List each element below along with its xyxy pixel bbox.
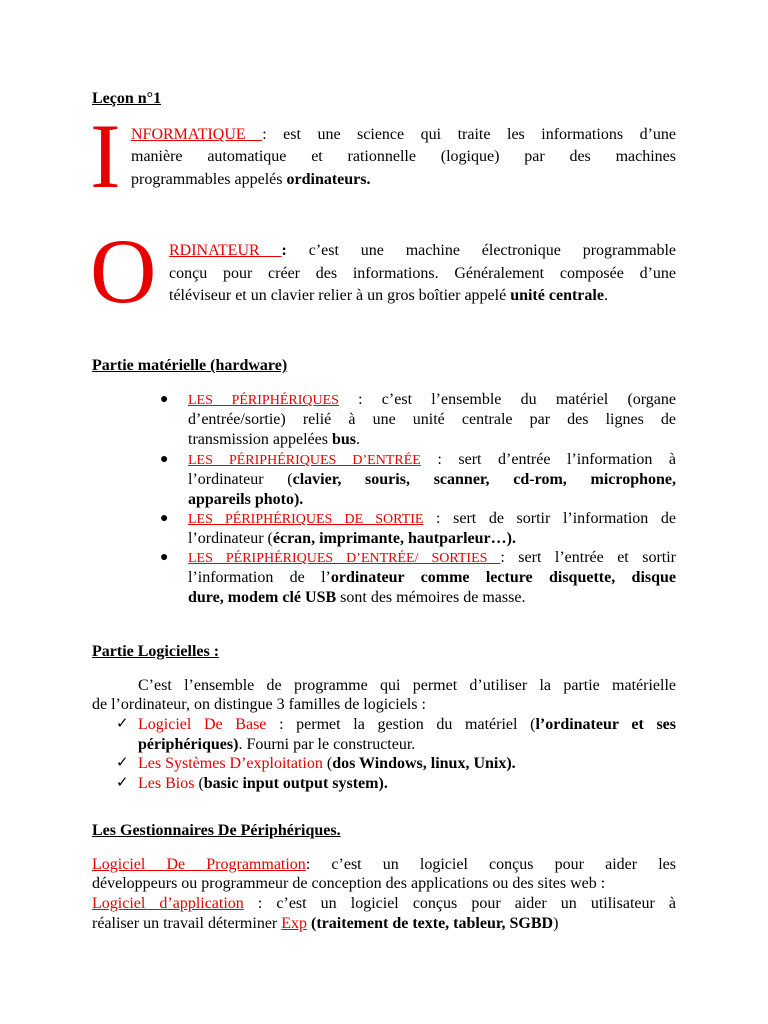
hw-item-1-text-1: : c’est l’ensemble du matériel (organe [338,391,677,408]
ordinateur-line-2: conçu pour créer des informations. Généralement composée d’une [169,265,676,282]
ordinateur-line-3 [169,286,608,306]
hw-item-4-line-1 [188,548,676,569]
hw-item-1-end: . [356,431,360,448]
hw-item-3-line-2 [188,529,516,549]
software-intro-2: de l’ordinateur, on distingue 3 familles de logiciels : [92,696,426,713]
hw-item-2-line-1 [188,450,676,471]
programmation-term: Logiciel De Programmation [92,856,306,873]
hw-item-2-text-2: l’ordinateur ( [188,471,293,488]
sw-item-1-term: Logiciel De Base [138,716,267,733]
sw-item-1-text: : permet la gestion du matériel ( [266,716,536,733]
application-close-paren: ) [553,915,559,932]
hardware-heading: Partie matérielle (hardware) [92,357,288,374]
checkmark-icon: ✓ [116,773,129,791]
software-intro-1: C’est l’ensemble de programme qui permet d’utiliser la partie matérielle [138,677,676,694]
application-text-1: : c’est un logiciel conçus pour aider un utilisateur à [243,895,677,912]
hw-item-2-line-3 [188,490,303,510]
application-bold: (traitement de texte, tableur, SGBD [307,915,554,932]
application-exp: Exp [281,915,308,932]
ordinateur-text-1: c’est une machine électronique programmable [286,242,676,259]
informatique-line-1 [131,125,676,145]
ordinateur-term: RDINATEUR [169,242,282,259]
informatique-text-3: programmables appelés [131,171,287,188]
application-text-2: réaliser un travail déterminer [92,915,282,932]
sw-item-1-line-1 [138,715,676,735]
application-term: Logiciel d’application [92,895,244,912]
hw-item-1-line-3 [188,430,360,450]
bullet-icon: ● [160,452,169,467]
sw-item-3-term: Les Bios [138,775,195,792]
application-line-2 [92,914,558,934]
hw-item-3-bold: écran, imprimante, hautparleur…). [272,530,516,547]
hw-item-4-text-3: sont des mémoires de masse. [336,589,526,606]
checkmark-icon: ✓ [116,753,129,771]
application-line-1 [92,894,676,914]
hw-item-4-bold-2: dure, modem clé USB [188,589,337,606]
sw-item-1-text-2: . Fourni par le constructeur. [238,736,416,753]
software-heading: Partie Logicielles : [92,643,220,660]
drop-cap-i: I [90,105,121,207]
sw-item-1-line-2 [138,735,415,755]
ordinateur-line-1 [169,241,676,261]
hw-item-4-line-2 [188,568,676,588]
hw-item-3-line-1 [188,509,676,530]
hw-item-1-bold: bus [331,431,356,448]
hw-item-4-text-2: l’information de l’ [188,569,331,586]
bullet-icon: ● [160,511,169,526]
hw-item-1-line-1 [188,390,676,411]
hw-item-4-bold-1: ordinateur comme lecture disquette, disque [330,569,677,586]
hw-item-1-text-3: transmission appelées [188,431,332,448]
sw-item-2-term: Les Systèmes D’exploitation [138,755,323,772]
sw-item-3-line-1 [138,774,388,794]
informatique-text-1: : est une science qui traite les informations d’une [262,126,676,143]
ordinateur-colon: : [281,242,287,259]
ordinateur-bold-unite-centrale: unité centrale [510,287,604,304]
informatique-bold-ordinateurs: ordinateurs. [286,171,371,188]
informatique-term: NFORMATIQUE [131,126,263,143]
hw-item-1-term: LES PÉRIPHÉRIQUES [188,393,339,408]
bullet-icon: ● [160,392,169,407]
hw-item-4-line-3 [188,588,525,608]
programmation-text-1: : c’est un logiciel conçus pour aider les [305,856,676,873]
programmation-line-2: développeurs ou programmeur de conception des applications ou des sites web : [92,875,606,892]
sw-item-3-text: ( [194,775,204,792]
hw-item-3-term: LES PÉRIPHÉRIQUES DE SORTIE [188,512,424,527]
hw-item-2-bold-2: appareils photo). [188,491,304,508]
drivers-heading: Les Gestionnaires De Périphériques. [92,822,341,839]
informatique-line-3 [131,170,371,190]
drop-cap-o: O [90,220,157,322]
informatique-line-2: manière automatique et rationnelle (logique) par des machines [131,148,676,165]
hw-item-4-text-1: : sert l’entrée et sortir [500,549,676,566]
hw-item-2-bold-1: clavier, souris, scanner, cd-rom, microphone, [292,471,676,488]
sw-item-3-bold: basic input output system). [203,775,388,792]
bullet-icon: ● [160,550,169,565]
sw-item-2-line-1 [138,754,516,774]
hw-item-4-term: LES PÉRIPHÉRIQUES D’ENTRÉE/ SORTIES [188,551,501,566]
checkmark-icon: ✓ [116,714,129,732]
sw-item-2-text: ( [322,755,333,772]
sw-item-1-bold-1: l’ordinateur et ses [535,716,677,733]
hw-item-3-text-1: : sert de sortir l’information de [423,510,676,527]
sw-item-1-bold-2: périphériques) [138,736,239,753]
hw-item-2-text-1: : sert d’entrée l’information à [420,451,676,468]
ordinateur-text-3: téléviseur et un clavier relier à un gros boîtier appelé [169,287,511,304]
lesson-title: Leçon n°1 [92,90,162,107]
hw-item-2-term: LES PÉRIPHÉRIQUES D’ENTRÉE [188,453,421,468]
ordinateur-period: . [603,287,608,304]
hw-item-1-line-2: d’entrée/sortie) relié à une unité centrale par des lignes de [188,411,676,428]
hw-item-3-text-2: l’ordinateur ( [188,530,273,547]
hw-item-2-line-2 [188,470,676,490]
sw-item-2-bold: dos Windows, linux, Unix). [332,755,516,772]
programmation-line-1 [92,855,676,875]
